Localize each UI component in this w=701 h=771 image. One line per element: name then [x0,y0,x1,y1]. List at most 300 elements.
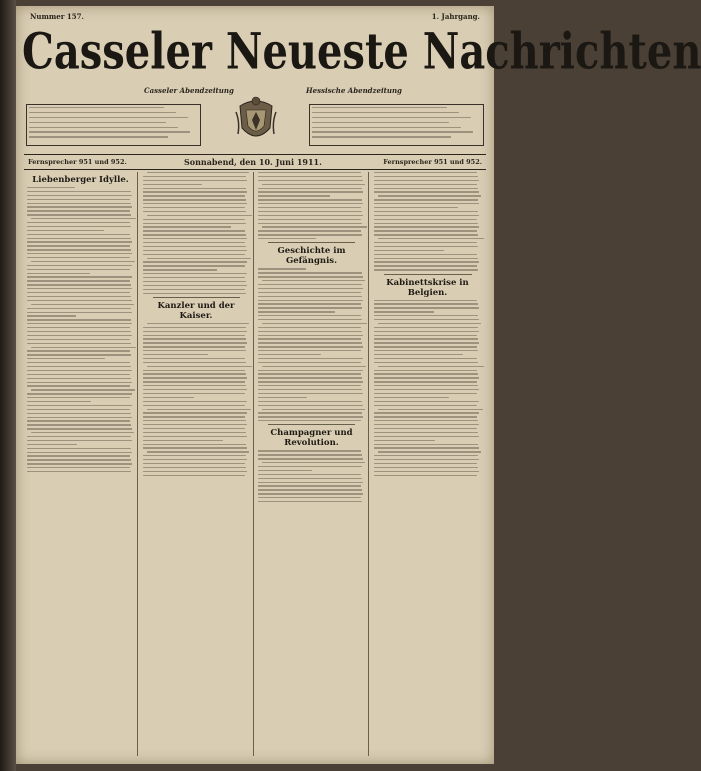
text-line [27,358,105,359]
article-columns [24,172,486,756]
text-line [374,311,434,312]
text-line [374,223,479,224]
text-line [27,276,132,277]
text-line [143,385,247,386]
section-divider [153,297,240,298]
text-line [258,296,362,297]
text-line [27,366,131,367]
text-line [374,254,478,255]
text-line [143,346,246,347]
text-line [143,226,232,227]
text-line [374,447,480,448]
text-line [258,478,362,479]
text-line [312,122,449,123]
text-line [258,458,363,459]
text-line [143,358,246,359]
text-line [29,117,188,118]
text-line [374,377,480,378]
text-line [27,288,132,289]
text-line [374,230,478,231]
info-box-left [26,104,201,146]
text-line [143,335,246,336]
text-line [27,327,130,328]
text-line [143,242,246,243]
text-line [143,463,246,464]
text-line [27,401,91,402]
text-line [374,354,464,355]
text-line [143,475,246,476]
text-line [143,261,248,262]
text-line [374,203,480,204]
text-line [262,226,367,227]
text-line [374,207,458,208]
text-line [258,191,363,192]
text-line [258,416,363,417]
text-line [312,107,447,108]
text-line [27,413,131,414]
book-spine [0,0,16,771]
text-line [27,292,130,293]
text-line [31,389,135,390]
text-line [262,280,365,281]
text-line [374,428,478,429]
text-line [143,405,246,406]
text-line [27,308,131,309]
text-line [31,218,136,219]
text-line [27,331,131,332]
text-line [374,211,479,212]
article-body [27,187,134,472]
text-line [27,238,131,239]
text-line [374,381,478,382]
text-line [374,475,478,476]
text-line [27,265,132,266]
text-line [374,331,480,332]
text-line [27,397,130,398]
text-line [27,374,130,375]
text-line [29,122,166,123]
text-line [143,362,247,363]
article-body [374,300,482,476]
info-box-left-text [29,107,198,138]
article-body [258,450,365,502]
text-line [374,269,479,270]
text-line [143,432,247,433]
text-line [143,219,246,220]
text-line [258,493,363,494]
text-line [258,420,361,421]
text-line [312,127,461,128]
text-line [378,366,484,367]
text-line [143,428,246,429]
text-line [374,405,478,406]
text-line [258,238,316,239]
article-body [143,172,250,294]
text-line [258,342,362,343]
text-line [147,258,251,259]
text-line [374,416,478,417]
text-line [262,184,365,185]
text-line [374,327,479,328]
text-line [143,273,248,274]
text-line [374,455,479,456]
text-line [374,199,479,200]
text-line [27,241,132,242]
phone-right: Fernsprecher 951 und 952. [383,158,482,166]
text-line [29,127,178,128]
text-line [258,331,362,332]
text-line [27,436,131,437]
text-line [27,424,131,425]
text-line [258,482,363,483]
text-line [27,385,130,386]
text-line [258,412,362,413]
text-line [374,215,480,216]
coat-of-arms-icon [234,92,278,150]
info-box-right-text [312,107,481,138]
text-line [258,223,362,224]
text-line [258,188,362,189]
text-line [31,432,134,433]
text-line [143,238,248,239]
text-line [143,277,246,278]
issue-number: Nummer 157. [30,12,84,21]
text-line [258,327,361,328]
text-line [27,210,130,211]
text-line [143,397,194,398]
text-line [27,319,131,320]
article-heading: Kabinettskrise in Belgien. [386,277,469,298]
text-line [374,401,480,402]
masthead: Casseler Neueste Nachrichten [22,22,701,81]
text-line [27,245,130,246]
text-line [258,335,363,336]
text-line [378,323,482,324]
text-line [258,489,362,490]
subtitle-left: Casseler Abendzeitung [144,86,234,95]
text-line [143,416,246,417]
text-line [374,335,478,336]
text-line [262,366,366,367]
text-line [27,339,130,340]
article-heading: Kanzler und der Kaiser. [157,300,235,321]
text-line [143,293,247,294]
text-line [27,350,130,351]
text-line [143,444,247,445]
text-line [27,214,131,215]
text-line [143,331,248,332]
text-line [143,285,248,286]
text-line [374,471,480,472]
text-line [258,307,362,308]
text-line [374,346,478,347]
text-line [31,261,135,262]
text-line [258,195,330,196]
text-line [258,199,362,200]
text-line [27,226,131,227]
text-line [143,471,248,472]
text-line [258,338,361,339]
text-line [143,281,247,282]
text-line [258,180,363,181]
text-line [312,136,451,137]
text-line [27,405,132,406]
text-line [27,230,104,231]
text-line [143,176,247,177]
text-line [143,184,203,185]
text-line [374,440,436,441]
text-line [143,199,247,200]
text-line [27,459,131,460]
text-line [143,370,246,371]
article-body [258,268,365,421]
text-line [258,373,361,374]
text-line [27,203,131,204]
text-line [143,412,248,413]
text-line [27,280,130,281]
text-line [27,222,130,223]
text-line [258,401,362,402]
info-box-right [309,104,484,146]
text-line [374,362,479,363]
article-heading: Geschichte im Gefängnis. [277,246,346,267]
text-line [258,470,312,471]
text-line [374,246,479,247]
text-line [258,303,361,304]
text-line [374,342,480,343]
text-line [378,195,482,196]
text-line [147,172,250,173]
text-line [258,292,361,293]
text-line [143,180,248,181]
text-line [378,451,482,452]
text-line [374,319,480,320]
issue-date: Sonnabend, den 10. Juni 1911. [184,157,322,167]
newspaper-page [16,6,701,764]
text-line [374,315,479,316]
text-line [27,257,130,258]
text-line [27,409,130,410]
text-line [143,377,248,378]
text-line [258,485,361,486]
text-line [27,296,131,297]
section-divider [384,274,472,275]
article-body [258,172,365,239]
text-line [258,311,335,312]
text-line [143,455,247,456]
text-line [27,312,132,313]
text-line [258,350,361,351]
text-line [27,393,132,394]
text-line [143,389,248,390]
text-line [143,467,247,468]
text-line [374,338,479,339]
text-line [27,273,90,274]
text-line [374,350,479,351]
text-line [374,467,479,468]
text-line [27,467,130,468]
text-line [27,253,132,254]
text-line [27,191,131,192]
text-line [258,268,306,269]
text-line [258,234,362,235]
text-line [258,207,361,208]
text-line [374,258,479,259]
text-line [27,440,132,441]
text-line [374,385,479,386]
text-line [258,466,362,467]
text-line [374,420,479,421]
text-line [27,335,132,336]
text-line [258,362,361,363]
text-line [374,226,480,227]
text-line [258,474,361,475]
text-line [262,409,365,410]
text-line [143,265,246,266]
text-line [374,436,480,437]
text-line [29,107,164,108]
text-line [27,343,131,344]
text-line [374,463,478,464]
text-line [27,455,130,456]
phone-left: Fernsprecher 951 und 952. [28,158,127,166]
article-heading: Liebenberger Idylle. [32,175,129,185]
text-line [258,315,361,316]
text-line [374,444,479,445]
text-line [143,269,218,270]
text-line [258,284,362,285]
text-line [312,131,473,132]
section-divider [268,242,355,243]
text-line [374,412,480,413]
text-line [27,187,75,188]
text-line [27,463,132,464]
text-line [27,428,132,429]
text-line [312,117,471,118]
text-line [258,454,362,455]
text-line [29,131,190,132]
subtitle-right: Hessische Abendzeitung [306,86,402,95]
text-line [258,385,361,386]
text-line [27,452,132,453]
text-line [27,249,131,250]
text-line [258,288,363,289]
text-line [143,211,247,212]
text-line [258,405,363,406]
text-line [27,378,131,379]
text-line [143,195,246,196]
text-line [143,342,248,343]
text-line [143,207,246,208]
text-line [31,347,136,348]
text-line [374,250,444,251]
text-line [143,459,248,460]
text-line [27,284,131,285]
text-line [27,370,132,371]
text-line [374,424,480,425]
text-line [143,191,248,192]
text-line [258,230,361,231]
text-line [262,323,367,324]
text-line [143,440,223,441]
dateline [24,154,486,170]
text-line [374,184,478,185]
text-line [378,238,484,239]
text-line [258,272,362,273]
text-line [143,447,248,448]
text-line [27,323,132,324]
article-column [255,172,369,756]
text-line [147,451,250,452]
text-line [258,381,363,382]
text-line [374,242,478,243]
text-line [143,420,247,421]
article-column [24,172,138,756]
text-line [374,389,480,390]
text-line [143,436,248,437]
text-line [27,417,132,418]
text-line [374,397,450,398]
text-line [374,219,478,220]
text-line [374,172,478,173]
text-line [258,370,363,371]
text-line [374,459,480,460]
text-line [374,180,480,181]
text-line [374,358,478,359]
text-line [143,203,248,204]
text-line [258,276,363,277]
text-line [258,219,361,220]
year-label: 1. Jahrgang. [431,12,480,21]
text-line [374,265,478,266]
article-column [371,172,485,756]
article-body [143,323,250,476]
text-line [143,246,247,247]
text-line [258,358,363,359]
text-line [27,354,131,355]
text-line [262,462,365,463]
text-line [374,370,478,371]
text-line [374,234,479,235]
article-column [140,172,254,756]
text-line [27,195,132,196]
text-line [147,215,252,216]
text-line [27,444,77,445]
text-line [143,289,246,290]
text-line [27,315,76,316]
text-line [143,373,247,374]
text-line [27,269,130,270]
text-line [258,450,361,451]
article-heading: Champagner und Revolution. [270,428,353,449]
text-line [312,112,459,113]
text-line [29,112,176,113]
text-line [258,354,321,355]
text-line [258,172,361,173]
text-line [258,215,363,216]
text-line [258,319,362,320]
text-line [143,254,246,255]
text-line [374,303,479,304]
text-line [27,199,130,200]
text-line [27,420,130,421]
text-line [27,300,132,301]
text-line [374,261,480,262]
text-line [378,409,483,410]
text-line [143,393,246,394]
text-line [143,230,246,231]
text-line [27,382,132,383]
